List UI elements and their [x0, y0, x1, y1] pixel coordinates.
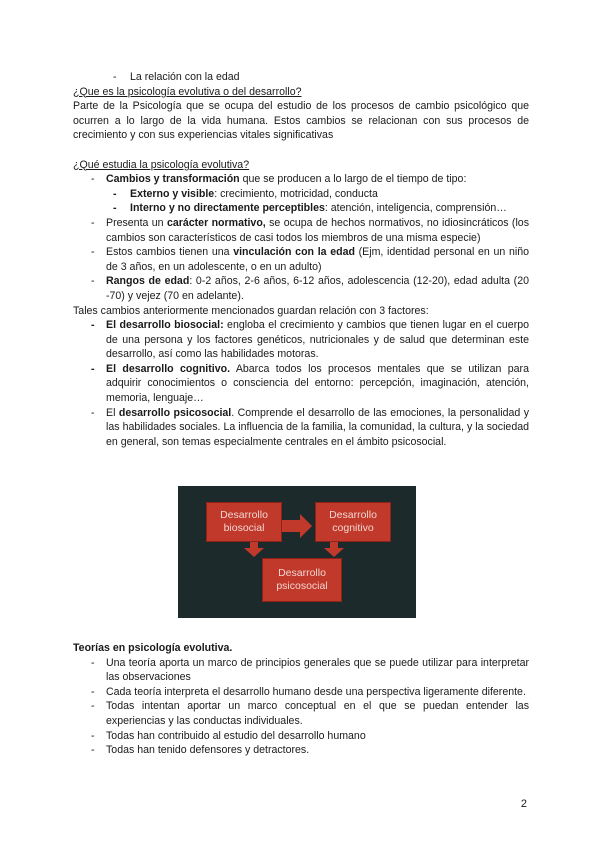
- paragraph-definition: Parte de la Psicología que se ocupa del estudio de los procesos de cambio psicológico que ocurren a lo largo de la vida humana. Estos cambios se relacionan con sus procesos de crecimiento y con sus experiencias vitales significativas: [73, 100, 529, 142]
- list-item: - Una teoría aporta un marco de principios generales que se puede utilizar para interpretar las observaciones: [91, 656, 529, 684]
- list-item: - Presenta un carácter normativo, se ocupa de hechos normativos, no idiosincráticos (los cambios son característicos de casi todos los miembros de una misma especie): [91, 216, 529, 244]
- sub-list-item: - Interno y no directamente perceptibles: atención, inteligencia, comprensión…: [113, 202, 507, 215]
- list-item: - El desarrollo biosocial: engloba el crecimiento y cambios que tienen lugar en el cuerpo de una persona y los factores genéticos, nutricionales y de salud que determinan este desarrollo, así como las habilidades motoras.: [91, 319, 530, 361]
- list-item: - La relación con la edad: [113, 71, 240, 83]
- list-item: - Estos cambios tienen una vinculación con la edad (Ejm, identidad personal en un niño de 3 años, en un adolescente, o en un adulto): [91, 246, 529, 273]
- list-item: - El desarrollo cognitivo. Abarca todos los procesos mentales que se utilizan para adquirir conocimientos o consciencia del entorno: percepción, imaginación, atención, memoria, lenguaje…: [91, 362, 529, 405]
- document-page: [73, 70, 529, 449]
- list-item: - Todas han tenido defensores y detractores.: [91, 744, 310, 757]
- box-biosocial: Desarrollo biosocial: [206, 502, 282, 542]
- list-item: - El desarrollo psicosocial. Comprende el desarrollo de las emociones, la personalidad y las habilidades sociales. La influencia de la familia, la comunidad, la cultura, y la sociedad en general, son temas especialmente centrales en el ámbito psicosocial.: [91, 406, 529, 448]
- development-diagram: [178, 486, 416, 618]
- box-cognitive: Desarrollo cognitivo: [315, 502, 391, 542]
- arrow-right-icon: [282, 514, 312, 538]
- paragraph-factors-intro: Tales cambios anteriormente mencionados guardan relación con 3 factores:: [73, 304, 429, 317]
- list-item: - Cada teoría interpreta el desarrollo humano desde una perspectiva ligeramente diferente.: [91, 685, 526, 698]
- list-item: - Cambios y transformación que se producen a lo largo de el tiempo de tipo:: [91, 173, 467, 186]
- list-item: - Todas intentan aportar un marco conceptual en el que se puedan entender las experiencias y las conductas individuales.: [91, 700, 529, 727]
- theories-section: [73, 641, 529, 758]
- arrow-down-icon: [244, 540, 264, 557]
- box-psychosocial: Desarrollo psicosocial: [262, 558, 342, 602]
- list-item: - Todas han contribuido al estudio del desarrollo humano: [91, 729, 366, 742]
- list-item: - Rangos de edad: 0-2 años, 2-6 años, 6-12 años, adolescencia (12-20), edad adulta (20 -70) y vejez (70 en adelante).: [91, 275, 529, 302]
- section-heading-study: ¿Qué estudia la psicología evolutiva?: [73, 158, 250, 171]
- arrow-down-icon: [324, 540, 344, 557]
- section-heading-definition: ¿Que es la psicología evolutiva o del desarrollo?: [73, 85, 302, 98]
- sub-list-item: - Externo y visible: crecimiento, motricidad, conducta: [113, 187, 378, 200]
- section-heading-theories: Teorías en psicología evolutiva.: [73, 642, 233, 654]
- page-number: 2: [520, 798, 527, 810]
